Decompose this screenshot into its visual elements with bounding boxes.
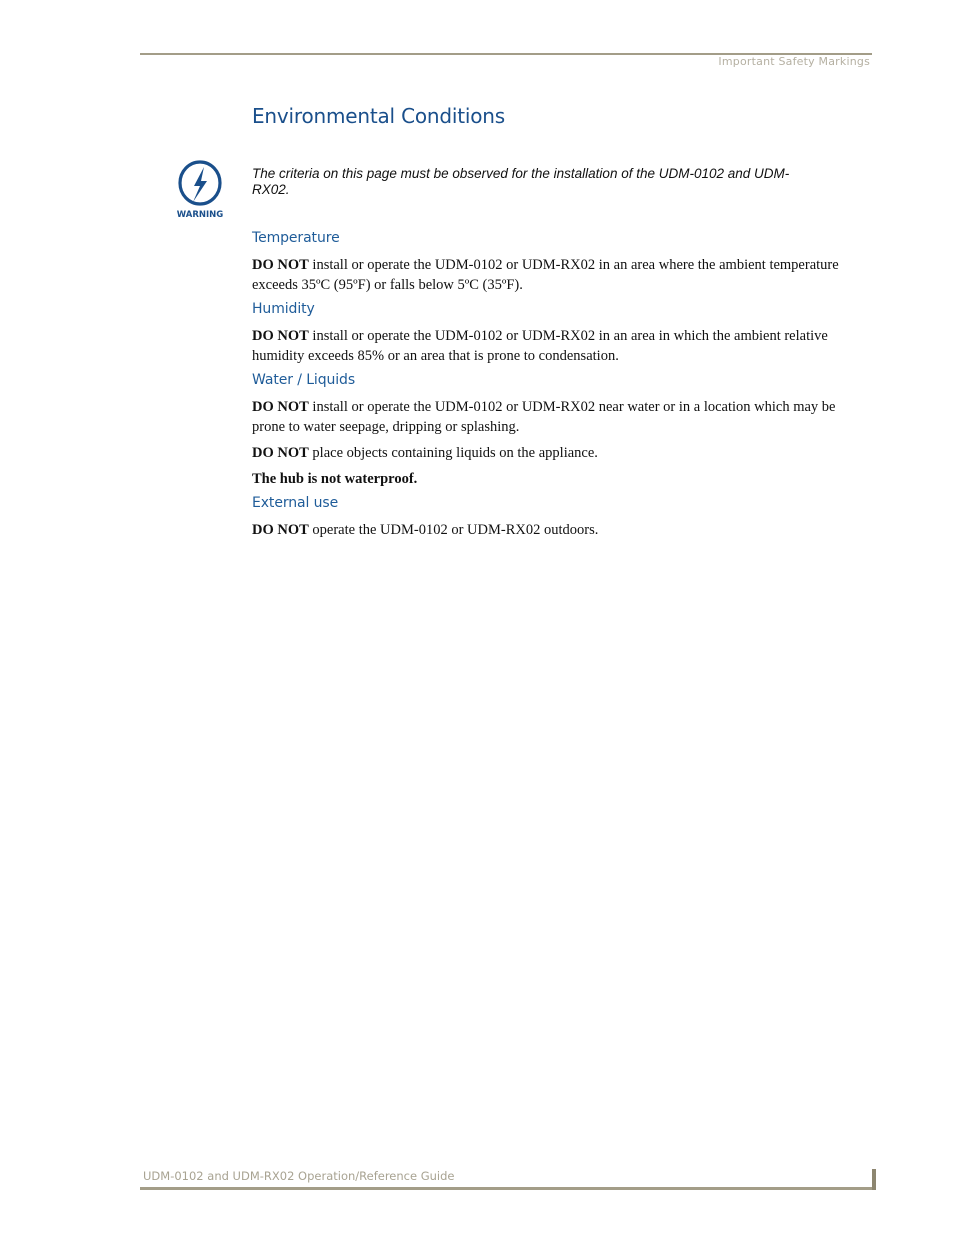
paragraph-text: place objects containing liquids on the appliance. [308, 445, 598, 461]
page-title: Environmental Conditions [252, 104, 505, 128]
paragraph-bold: DO NOT [252, 257, 309, 273]
paragraph [252, 520, 857, 540]
header-section-label: Important Safety Markings [718, 55, 870, 68]
footer-bar [872, 1169, 876, 1190]
section-external-use [252, 495, 857, 540]
section-heading: Humidity [252, 301, 315, 317]
paragraph-bold: DO NOT [252, 522, 309, 538]
warning-text: The criteria on this page must be observed for the installation of the UDM-0102 and UDM-RX02. [252, 166, 790, 197]
footer-rule [140, 1187, 876, 1190]
paragraph [252, 326, 857, 366]
section-humidity [252, 301, 857, 366]
paragraph [252, 255, 857, 295]
paragraph-bold: DO NOT [252, 399, 309, 415]
paragraph-text: install or operate the UDM-0102 or UDM-RX02 in an area where the ambient temperature exceeds 35ºC (95ºF) or falls below 5ºC (35ºF). [252, 257, 839, 293]
warning-icon [174, 159, 226, 221]
section-temperature [252, 230, 857, 295]
content [252, 230, 857, 546]
section-heading: External use [252, 495, 339, 511]
paragraph [252, 443, 857, 463]
paragraph [252, 397, 857, 437]
paragraph-bold: The hub is not waterproof. [252, 471, 418, 487]
section-heading: Water / Liquids [252, 372, 356, 388]
footer-guide-title: UDM-0102 and UDM-RX02 Operation/Reference Guide [143, 1169, 455, 1183]
paragraph-text: operate the UDM-0102 or UDM-RX02 outdoors. [308, 522, 599, 538]
section-water-liquids [252, 372, 857, 489]
paragraph-bold: DO NOT [252, 445, 309, 461]
section-heading: Temperature [252, 230, 340, 246]
paragraph-bold: DO NOT [252, 328, 309, 344]
paragraph [252, 469, 857, 489]
paragraph-text: install or operate the UDM-0102 or UDM-RX02 in an area in which the ambient relative humidity exceeds 85% or an area that is prone to condensation. [252, 328, 828, 364]
warning-icon-label: WARNING [176, 210, 224, 220]
paragraph-text: install or operate the UDM-0102 or UDM-RX02 near water or in a location which may be prone to water seepage, dripping or splashing. [252, 399, 836, 435]
